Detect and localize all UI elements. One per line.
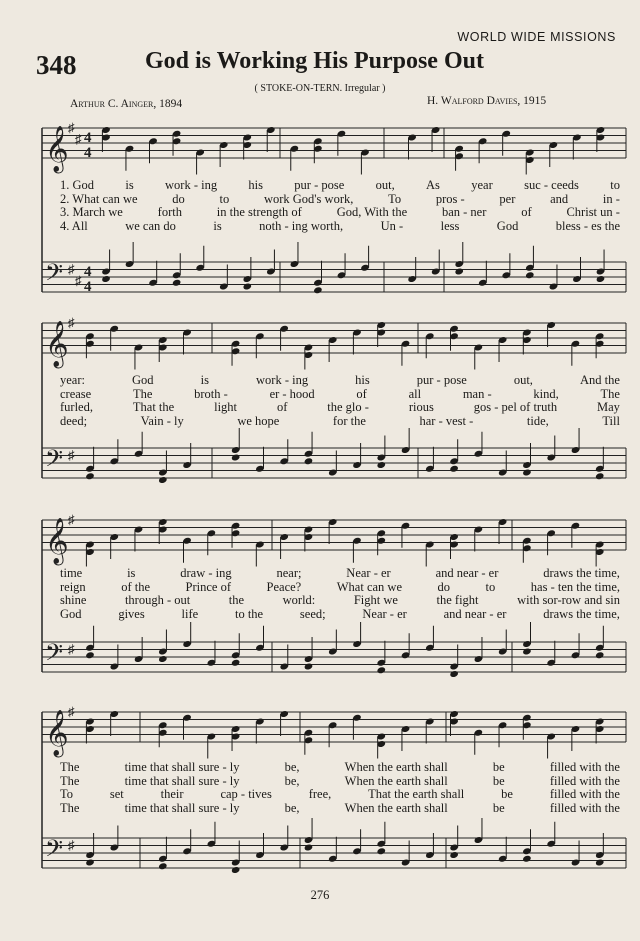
lyric-word: 1. God bbox=[60, 178, 95, 192]
lyric-word: with sor-row and sin bbox=[517, 593, 620, 607]
hymn-number: 348 bbox=[36, 50, 77, 80]
key-sharp-icon: ♯ bbox=[68, 447, 75, 463]
lyric-word: man - bbox=[462, 386, 492, 401]
lyric-line bbox=[60, 400, 620, 414]
treble-clef-icon: 𝄞 bbox=[45, 518, 69, 564]
lyric-word: all bbox=[408, 386, 422, 401]
lyric-word: 4. All bbox=[60, 218, 88, 233]
lyric-word: out, bbox=[375, 178, 395, 192]
lyric-word: Prince of bbox=[185, 579, 232, 594]
lyric-word: life bbox=[181, 606, 199, 621]
lyric-word: be bbox=[492, 800, 505, 815]
lyric-word: filled with the bbox=[549, 787, 620, 801]
bass-clef-icon: 𝄢 bbox=[45, 444, 64, 478]
lyric-word: 2. What can we bbox=[60, 191, 138, 206]
lyric-word: When the earth shall bbox=[344, 773, 448, 788]
time-signature-denominator: 4 bbox=[84, 279, 92, 295]
lyric-word: set bbox=[109, 787, 124, 801]
lyric-word: God, With the bbox=[336, 205, 408, 219]
lyric-word: time bbox=[60, 566, 83, 580]
lyric-word: Near - er bbox=[346, 566, 391, 580]
lyric-word: ban - ner bbox=[441, 205, 487, 219]
lyric-word: less bbox=[440, 218, 460, 233]
lyric-line bbox=[60, 219, 620, 233]
lyric-word: seed; bbox=[299, 606, 326, 621]
author-credit: Arthur C. Ainger, 1894 bbox=[70, 98, 183, 110]
lyric-line bbox=[60, 566, 620, 580]
lyric-word: the glo - bbox=[327, 400, 369, 414]
lyric-word: be bbox=[492, 773, 505, 788]
lyric-word: The bbox=[60, 800, 80, 815]
lyric-word: Un - bbox=[380, 218, 404, 233]
lyric-word: har - vest - bbox=[419, 413, 474, 428]
key-sharp-icon: ♯ bbox=[68, 641, 75, 657]
lyric-word: Christ un - bbox=[566, 205, 620, 219]
lyric-line bbox=[60, 580, 620, 594]
lyric-word: gives bbox=[118, 606, 145, 621]
lyric-word: his bbox=[355, 373, 370, 387]
lyric-word: To bbox=[60, 787, 74, 801]
section-heading: WORLD WIDE MISSIONS bbox=[457, 30, 616, 44]
lyric-word: through - out bbox=[124, 593, 191, 607]
key-sharp-icon: ♯ bbox=[68, 315, 75, 330]
lyric-word: pur - pose bbox=[416, 373, 467, 387]
lyric-word: Near - er bbox=[362, 606, 407, 621]
lyric-word: Vain - ly bbox=[140, 413, 184, 428]
lyric-word: is bbox=[127, 566, 136, 580]
lyric-word: their bbox=[160, 787, 184, 801]
lyric-word: er - hood bbox=[269, 386, 315, 401]
lyric-word: broth - bbox=[194, 386, 228, 401]
lyric-word: be bbox=[492, 760, 505, 774]
lyric-word: the bbox=[228, 593, 245, 607]
lyric-line bbox=[60, 760, 620, 774]
lyric-word: As bbox=[426, 178, 440, 192]
lyric-word: time that shall sure - ly bbox=[124, 773, 240, 788]
lyric-line bbox=[60, 178, 620, 192]
lyric-word: to bbox=[219, 191, 230, 206]
lyric-word: year: bbox=[60, 373, 85, 387]
lyric-word: work - ing bbox=[256, 373, 309, 387]
lyric-word: his bbox=[248, 178, 263, 192]
lyric-word: kind, bbox=[533, 386, 559, 401]
lyric-word: shine bbox=[60, 593, 87, 607]
lyric-word: do bbox=[437, 579, 451, 594]
lyric-word: and bbox=[550, 191, 569, 206]
lyric-word: do bbox=[172, 191, 185, 206]
lyric-word: forth bbox=[157, 205, 182, 219]
lyric-word: gos - pel of truth bbox=[473, 400, 558, 414]
lyric-word: of bbox=[276, 400, 288, 414]
lyric-word: near; bbox=[276, 566, 302, 580]
lyric-word: we can do bbox=[125, 218, 176, 233]
lyric-line bbox=[60, 607, 620, 621]
lyric-word: in the strength of bbox=[216, 205, 302, 219]
lyric-word: pur - pose bbox=[294, 178, 345, 192]
lyric-word: and near - er bbox=[435, 566, 499, 580]
hymn-title: God is Working His Purpose Out bbox=[145, 48, 484, 74]
lyric-word: time that shall sure - ly bbox=[124, 800, 240, 815]
lyric-word: time that shall sure - ly bbox=[124, 760, 240, 774]
lyric-word: be, bbox=[284, 760, 300, 774]
lyric-word: and near - er bbox=[443, 606, 507, 621]
lyric-word: of bbox=[521, 205, 532, 219]
lyric-line bbox=[60, 774, 620, 788]
lyric-word: bless - es the bbox=[555, 218, 620, 233]
lyric-word: When the earth shall bbox=[344, 760, 448, 774]
composer-credit: H. Walford Davies, 1915 bbox=[427, 95, 547, 107]
key-sharp-icon: ♯ bbox=[68, 704, 75, 719]
lyric-word: to bbox=[610, 178, 620, 192]
treble-clef-icon: 𝄞 bbox=[45, 321, 69, 367]
lyric-word: be bbox=[501, 787, 513, 801]
lyric-line bbox=[60, 593, 620, 607]
lyric-word: filled with the bbox=[549, 773, 620, 788]
tune-name: ( STOKE-ON-TERN. Irregular ) bbox=[254, 83, 386, 94]
lyric-word: crease bbox=[60, 386, 92, 401]
lyric-word: The bbox=[60, 760, 80, 774]
lyric-word: of bbox=[356, 386, 367, 401]
treble-clef-icon: 𝄞 bbox=[45, 710, 69, 756]
lyric-word: we hope bbox=[237, 413, 280, 428]
lyric-line bbox=[60, 373, 620, 387]
lyric-word: God bbox=[60, 606, 82, 621]
lyric-word: noth - ing worth, bbox=[259, 218, 344, 233]
lyric-word: tide, bbox=[526, 413, 549, 428]
lyric-line bbox=[60, 192, 620, 206]
key-sharp-icon: ♯ bbox=[68, 120, 75, 135]
lyric-line bbox=[60, 787, 620, 801]
lyric-word: the fight bbox=[436, 593, 479, 607]
time-signature-numerator: 4 bbox=[84, 264, 92, 280]
lyric-word: light bbox=[214, 400, 238, 414]
lyric-word: That the earth shall bbox=[368, 787, 465, 801]
lyric-word: draw - ing bbox=[180, 566, 232, 580]
key-sharp-icon: ♯ bbox=[75, 131, 82, 147]
lyric-word: The bbox=[600, 386, 620, 401]
treble-clef-icon: 𝄞 bbox=[45, 126, 69, 172]
lyric-word: The bbox=[132, 386, 153, 401]
lyric-word: of the bbox=[121, 579, 151, 594]
key-sharp-icon: ♯ bbox=[68, 512, 75, 527]
lyric-word: has - ten the time, bbox=[530, 579, 620, 594]
lyric-word: That the bbox=[132, 400, 175, 414]
lyric-word: draws the time, bbox=[543, 606, 620, 621]
lyric-word: work - ing bbox=[165, 178, 218, 192]
lyric-word: pros - bbox=[435, 191, 465, 206]
lyric-line bbox=[60, 205, 620, 219]
lyric-word: is bbox=[125, 178, 134, 192]
bass-clef-icon: 𝄢 bbox=[45, 834, 64, 868]
lyric-word: to the bbox=[234, 606, 264, 621]
lyric-word: Peace? bbox=[266, 579, 302, 594]
lyric-word: free, bbox=[308, 787, 332, 801]
lyric-word: What can we bbox=[336, 579, 402, 594]
lyric-word: work God's work, bbox=[263, 191, 354, 206]
time-signature-numerator: 4 bbox=[84, 130, 92, 146]
key-sharp-icon: ♯ bbox=[68, 837, 75, 853]
lyric-word: for the bbox=[332, 413, 366, 428]
lyric-word: draws the time, bbox=[543, 566, 620, 580]
lyric-word: is bbox=[213, 218, 222, 233]
key-sharp-icon: ♯ bbox=[75, 272, 82, 288]
lyric-word: 3. March we bbox=[60, 205, 123, 219]
lyric-word: Fight we bbox=[353, 593, 398, 607]
lyric-word: per bbox=[499, 191, 516, 206]
lyric-word: deed; bbox=[60, 413, 88, 428]
page-number: 276 bbox=[310, 888, 330, 902]
lyric-word: in - bbox=[602, 191, 620, 206]
bass-clef-icon: 𝄢 bbox=[45, 258, 64, 292]
lyric-line bbox=[60, 387, 620, 401]
bass-clef-icon: 𝄢 bbox=[45, 638, 64, 672]
lyric-word: God bbox=[132, 373, 154, 387]
lyric-word: reign bbox=[60, 579, 86, 594]
lyric-word: furled, bbox=[60, 400, 93, 414]
lyric-word: May bbox=[596, 400, 620, 414]
time-signature-denominator: 4 bbox=[84, 145, 92, 161]
lyric-line bbox=[60, 801, 620, 815]
lyric-word: And the bbox=[579, 373, 620, 387]
lyric-word: to bbox=[485, 579, 496, 594]
lyric-word: filled with the bbox=[549, 760, 620, 774]
lyric-word: suc - ceeds bbox=[524, 178, 579, 192]
lyric-word: cap - tives bbox=[220, 787, 272, 801]
lyric-word: rious bbox=[408, 400, 434, 414]
lyric-word: out, bbox=[513, 373, 533, 387]
lyric-word: God bbox=[496, 218, 519, 233]
lyric-word: be, bbox=[284, 773, 300, 788]
lyric-word: be, bbox=[284, 800, 300, 815]
lyric-word: world: bbox=[282, 593, 316, 607]
key-sharp-icon: ♯ bbox=[68, 261, 75, 277]
lyric-word: filled with the bbox=[549, 800, 620, 815]
lyric-word: is bbox=[200, 373, 209, 387]
lyric-word: To bbox=[388, 191, 402, 206]
lyric-line bbox=[60, 414, 620, 428]
lyric-word: Till bbox=[602, 413, 620, 428]
lyric-word: When the earth shall bbox=[344, 800, 448, 815]
lyric-word: year bbox=[471, 178, 493, 192]
lyric-word: The bbox=[60, 773, 80, 788]
